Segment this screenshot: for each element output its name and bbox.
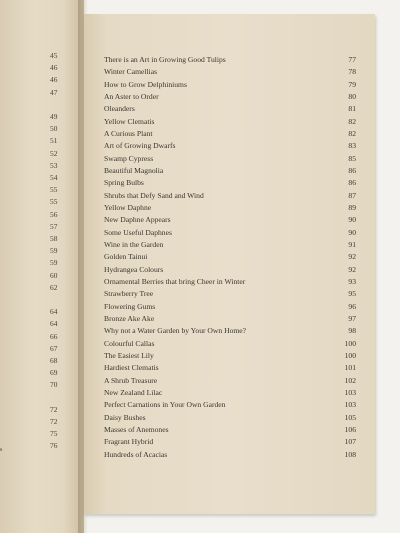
toc-entry-title: Golden Tainui: [104, 252, 148, 262]
toc-entry-page-number: 78: [348, 67, 356, 77]
toc-entry-page-number: 90: [348, 215, 356, 225]
toc-entry: [104, 91, 356, 102]
toc-entry-title: Art of Growing Dwarfs: [104, 141, 176, 151]
toc-entry: [104, 436, 356, 447]
toc-entry: [104, 375, 356, 386]
toc-entry-title: Hardiest Clematis: [104, 363, 159, 373]
toc-entry-title: Some Useful Daphnes: [104, 227, 172, 237]
toc-entry-title: Masses of Anemones: [104, 424, 169, 434]
toc-entry-title: Why not a Water Garden by Your Own Home?: [104, 326, 247, 336]
toc-entry: [104, 165, 356, 176]
toc-entry: [104, 227, 356, 238]
toc-entry: [104, 350, 356, 361]
toc-entry: [104, 103, 356, 114]
left-page-text-fragment: s: [0, 447, 3, 453]
toc-entry: [104, 301, 356, 312]
toc-entry-page-number: 92: [348, 264, 356, 274]
toc-entry-page-number: 103: [344, 387, 356, 397]
left-page-number: 55: [50, 185, 58, 195]
left-page-number: 59: [50, 258, 58, 268]
toc-entry-page-number: 95: [348, 289, 356, 299]
toc-entry: [104, 79, 356, 90]
toc-entry-title: New Zealand Lilac: [104, 387, 163, 397]
toc-entry: [104, 338, 356, 349]
toc-entry: [104, 202, 356, 213]
left-page-number: 52: [50, 148, 58, 158]
toc-entry-page-number: 87: [348, 190, 356, 200]
toc-entry-page-number: 79: [348, 79, 356, 89]
toc-entry-title: Flowering Gums: [104, 301, 156, 311]
left-page-number: 66: [50, 331, 58, 341]
toc-entry-title: Wine in the Garden: [104, 239, 164, 249]
left-page-number: 45: [50, 51, 58, 60]
toc-entry-title: A Curious Plant: [104, 128, 153, 138]
toc-entry-page-number: 90: [348, 227, 356, 237]
toc-entry-title: A Shrub Treasure: [104, 375, 158, 385]
toc-entry: [104, 313, 356, 324]
left-page-number: 64: [50, 319, 58, 329]
toc-entry-page-number: 101: [344, 363, 356, 373]
toc-entry: [104, 251, 356, 262]
toc-entry-page-number: 107: [344, 437, 356, 447]
toc-entry-page-number: 93: [348, 276, 356, 286]
toc-entry: [104, 387, 356, 398]
toc-entry: [104, 264, 356, 275]
toc-entry-title: An Aster to Order: [104, 91, 159, 101]
toc-entry: [104, 66, 356, 77]
toc-entry-title: Winter Camellias: [104, 67, 158, 77]
toc-entry: [104, 325, 356, 336]
toc-entry-title: New Daphne Appears: [104, 215, 171, 225]
toc-entry-page-number: 81: [348, 104, 356, 114]
toc-entry-title: Yellow Clematis: [104, 116, 155, 126]
left-page-number: 76: [50, 441, 58, 451]
toc-entry-page-number: 103: [344, 400, 356, 410]
left-page-number: 54: [50, 173, 58, 182]
toc-entry-title: Hydrangea Colours: [104, 264, 164, 274]
toc-entry-page-number: 85: [348, 153, 356, 163]
toc-entry-page-number: 105: [344, 412, 356, 422]
toc-entry-page-number: 82: [348, 128, 356, 138]
toc-entry-title: Colourful Callas: [104, 338, 155, 348]
left-page-number: 55: [50, 197, 58, 207]
toc-entry-page-number: 77: [348, 55, 356, 64]
left-page-number: 70: [50, 380, 58, 390]
left-page-number: 51: [50, 136, 58, 146]
toc-entry: [104, 128, 356, 139]
toc-entry-page-number: 106: [344, 424, 356, 434]
left-page-number: 64: [50, 307, 58, 317]
toc-entry-title: Yellow Daphne: [104, 202, 152, 212]
toc-entry-title: Strawberry Tree: [104, 289, 154, 299]
left-page-number: 47: [50, 87, 58, 97]
left-page: [0, 0, 84, 533]
toc-entry-title: Beautiful Magnolia: [104, 165, 164, 175]
toc-entry: [104, 140, 356, 151]
toc-entry-title: Ornamental Berries that bring Cheer in Winter: [104, 276, 246, 286]
left-page-number: 75: [50, 429, 58, 439]
left-page-number: 67: [50, 343, 58, 353]
toc-entry-title: Fragrant Hybrid: [104, 437, 154, 447]
left-page-number: 72: [50, 417, 58, 426]
toc-entry-page-number: 91: [348, 239, 356, 249]
left-page-number: 57: [50, 221, 58, 231]
left-page-number: 69: [50, 368, 58, 378]
toc-entry: [104, 449, 356, 460]
left-page-number: 50: [50, 124, 58, 134]
toc-entry: [104, 399, 356, 410]
left-page-number: 72: [50, 404, 58, 414]
toc-entry: [104, 54, 356, 65]
toc-entry: [104, 153, 356, 164]
left-page-number: 60: [50, 270, 58, 280]
toc-entry-page-number: 92: [348, 252, 356, 262]
toc-entry-title: How to Grow Delphiniums: [104, 79, 187, 89]
toc-entry-page-number: 86: [348, 178, 356, 188]
toc-entry-title: The Easiest Lily: [104, 350, 154, 360]
toc-entry-page-number: 100: [344, 338, 356, 348]
left-page-number: 46: [50, 75, 58, 85]
toc-entry: [104, 362, 356, 373]
left-page-number: 59: [50, 246, 58, 256]
toc-entry-page-number: 96: [348, 301, 356, 311]
toc-entry-page-number: 82: [348, 116, 356, 126]
toc-entry: [104, 177, 356, 188]
toc-entry-page-number: 98: [348, 326, 356, 336]
toc-entry-page-number: 86: [348, 165, 356, 175]
toc-entry: [104, 424, 356, 435]
toc-entry-page-number: 80: [348, 91, 356, 101]
left-page-number: 58: [50, 234, 58, 243]
toc-entry-page-number: 100: [344, 350, 356, 360]
toc-entry: [104, 239, 356, 250]
toc-entry: [104, 412, 356, 423]
left-page-number: 56: [50, 209, 58, 219]
toc-entry-page-number: 97: [348, 313, 356, 323]
toc-entry-page-number: 102: [344, 375, 356, 385]
toc-entry: [104, 190, 356, 201]
toc-entry-title: Oleanders: [104, 104, 135, 114]
toc-entry-title: There is an Art in Growing Good Tulips: [104, 55, 226, 64]
toc-entry-title: Swamp Cypress: [104, 153, 154, 163]
left-page-number: 68: [50, 356, 58, 365]
toc-entry: [104, 116, 356, 127]
left-page-number: 53: [50, 160, 58, 170]
left-page-number: 46: [50, 63, 58, 73]
toc-entry-page-number: 83: [348, 141, 356, 151]
toc-entry: [104, 276, 356, 287]
toc-entry-page-number: 108: [344, 449, 356, 459]
left-page-number: 62: [50, 282, 58, 292]
toc-entry-title: Daisy Bushes: [104, 412, 146, 422]
toc-entry: [104, 214, 356, 225]
toc-entry-title: Perfect Carnations in Your Own Garden: [104, 400, 226, 410]
left-page-number: 49: [50, 112, 58, 121]
toc-entry-title: Bronze Ake Ake: [104, 313, 155, 323]
toc-entry-title: Hundreds of Acacias: [104, 449, 168, 459]
toc-entry-title: Spring Bulbs: [104, 178, 144, 188]
toc-entry-page-number: 89: [348, 202, 356, 212]
toc-entry: [104, 288, 356, 299]
toc-entry-title: Shrubs that Defy Sand and Wind: [104, 190, 204, 200]
